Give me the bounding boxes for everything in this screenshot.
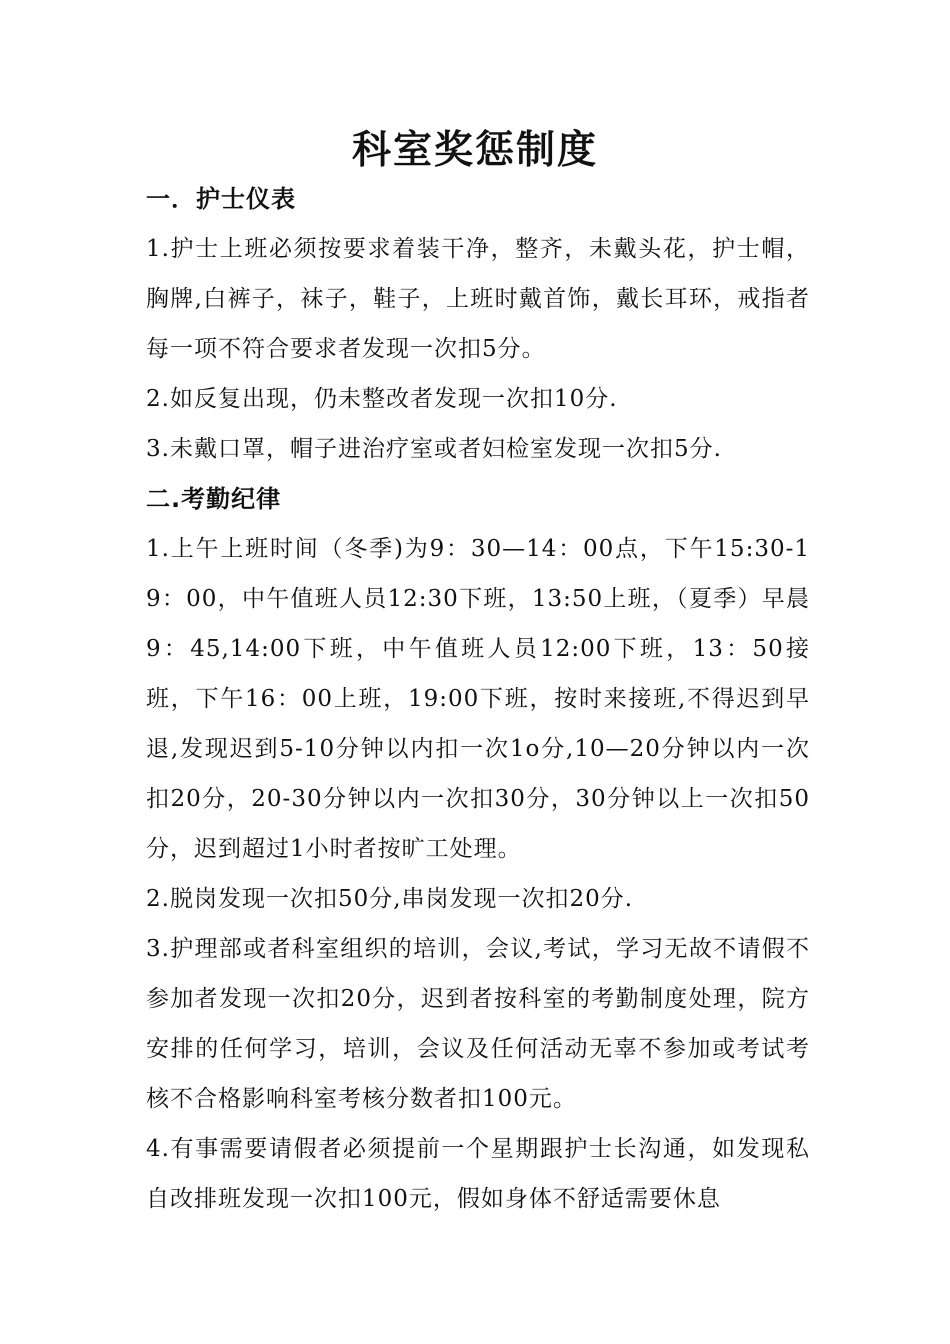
section-nurse-appearance [146,174,810,474]
section-heading: 二.考勤纪律 [146,485,282,513]
section-heading: 一．护士仪表 [146,185,296,213]
paragraph: 3.护理部或者科室组织的培训，会议,考试，学习无故不请假不参加者发现一次扣20分，迟到者按科室的考勤制度处理，院方安排的任何学习，培训，会议及任何活动无辜不参加或考试考核不合格影响科室考核分数者扣100元。 [146,936,810,1112]
paragraph: 3.未戴口罩，帽子进治疗室或者妇检室发现一次扣5分. [146,436,722,462]
document-body [146,174,810,1224]
paragraph: 2.如反复出现，仍未整改者发现一次扣10分. [146,386,618,412]
paragraph: 2.脱岗发现一次扣50分,串岗发现一次扣20分. [146,886,634,912]
paragraph: 1.护士上班必须按要求着装干净，整齐，未戴头花，护士帽，胸牌,白裤子，袜子，鞋子，上班时戴首饰，戴长耳环，戒指者每一项不符合要求者发现一次扣5分。 [146,236,810,362]
paragraph: 4.有事需要请假者必须提前一个星期跟护士长沟通，如发现私自改排班发现一次扣100元，假如身体不舒适需要休息 [146,1136,810,1212]
paragraph: 1.上午上班时间（冬季)为9：30—14：00点，下午15:30-19：00，中午值班人员12:30下班，13:50上班，（夏季）早晨9：45,14:00下班，中午值班人员12:00下班，13：50接班，下午16：00上班，19:00下班，按时来接班,不得迟到早退,发现迟到5-10分钟以内扣一次1o分,10—20分钟以内一次扣20分，20-30分钟以内一次扣30分，30分钟以上一次扣50分，迟到超过1小时者按旷工处理。 [146,536,810,862]
section-attendance-discipline [146,474,810,1224]
document-title: 科室奖惩制度 [351,127,598,173]
